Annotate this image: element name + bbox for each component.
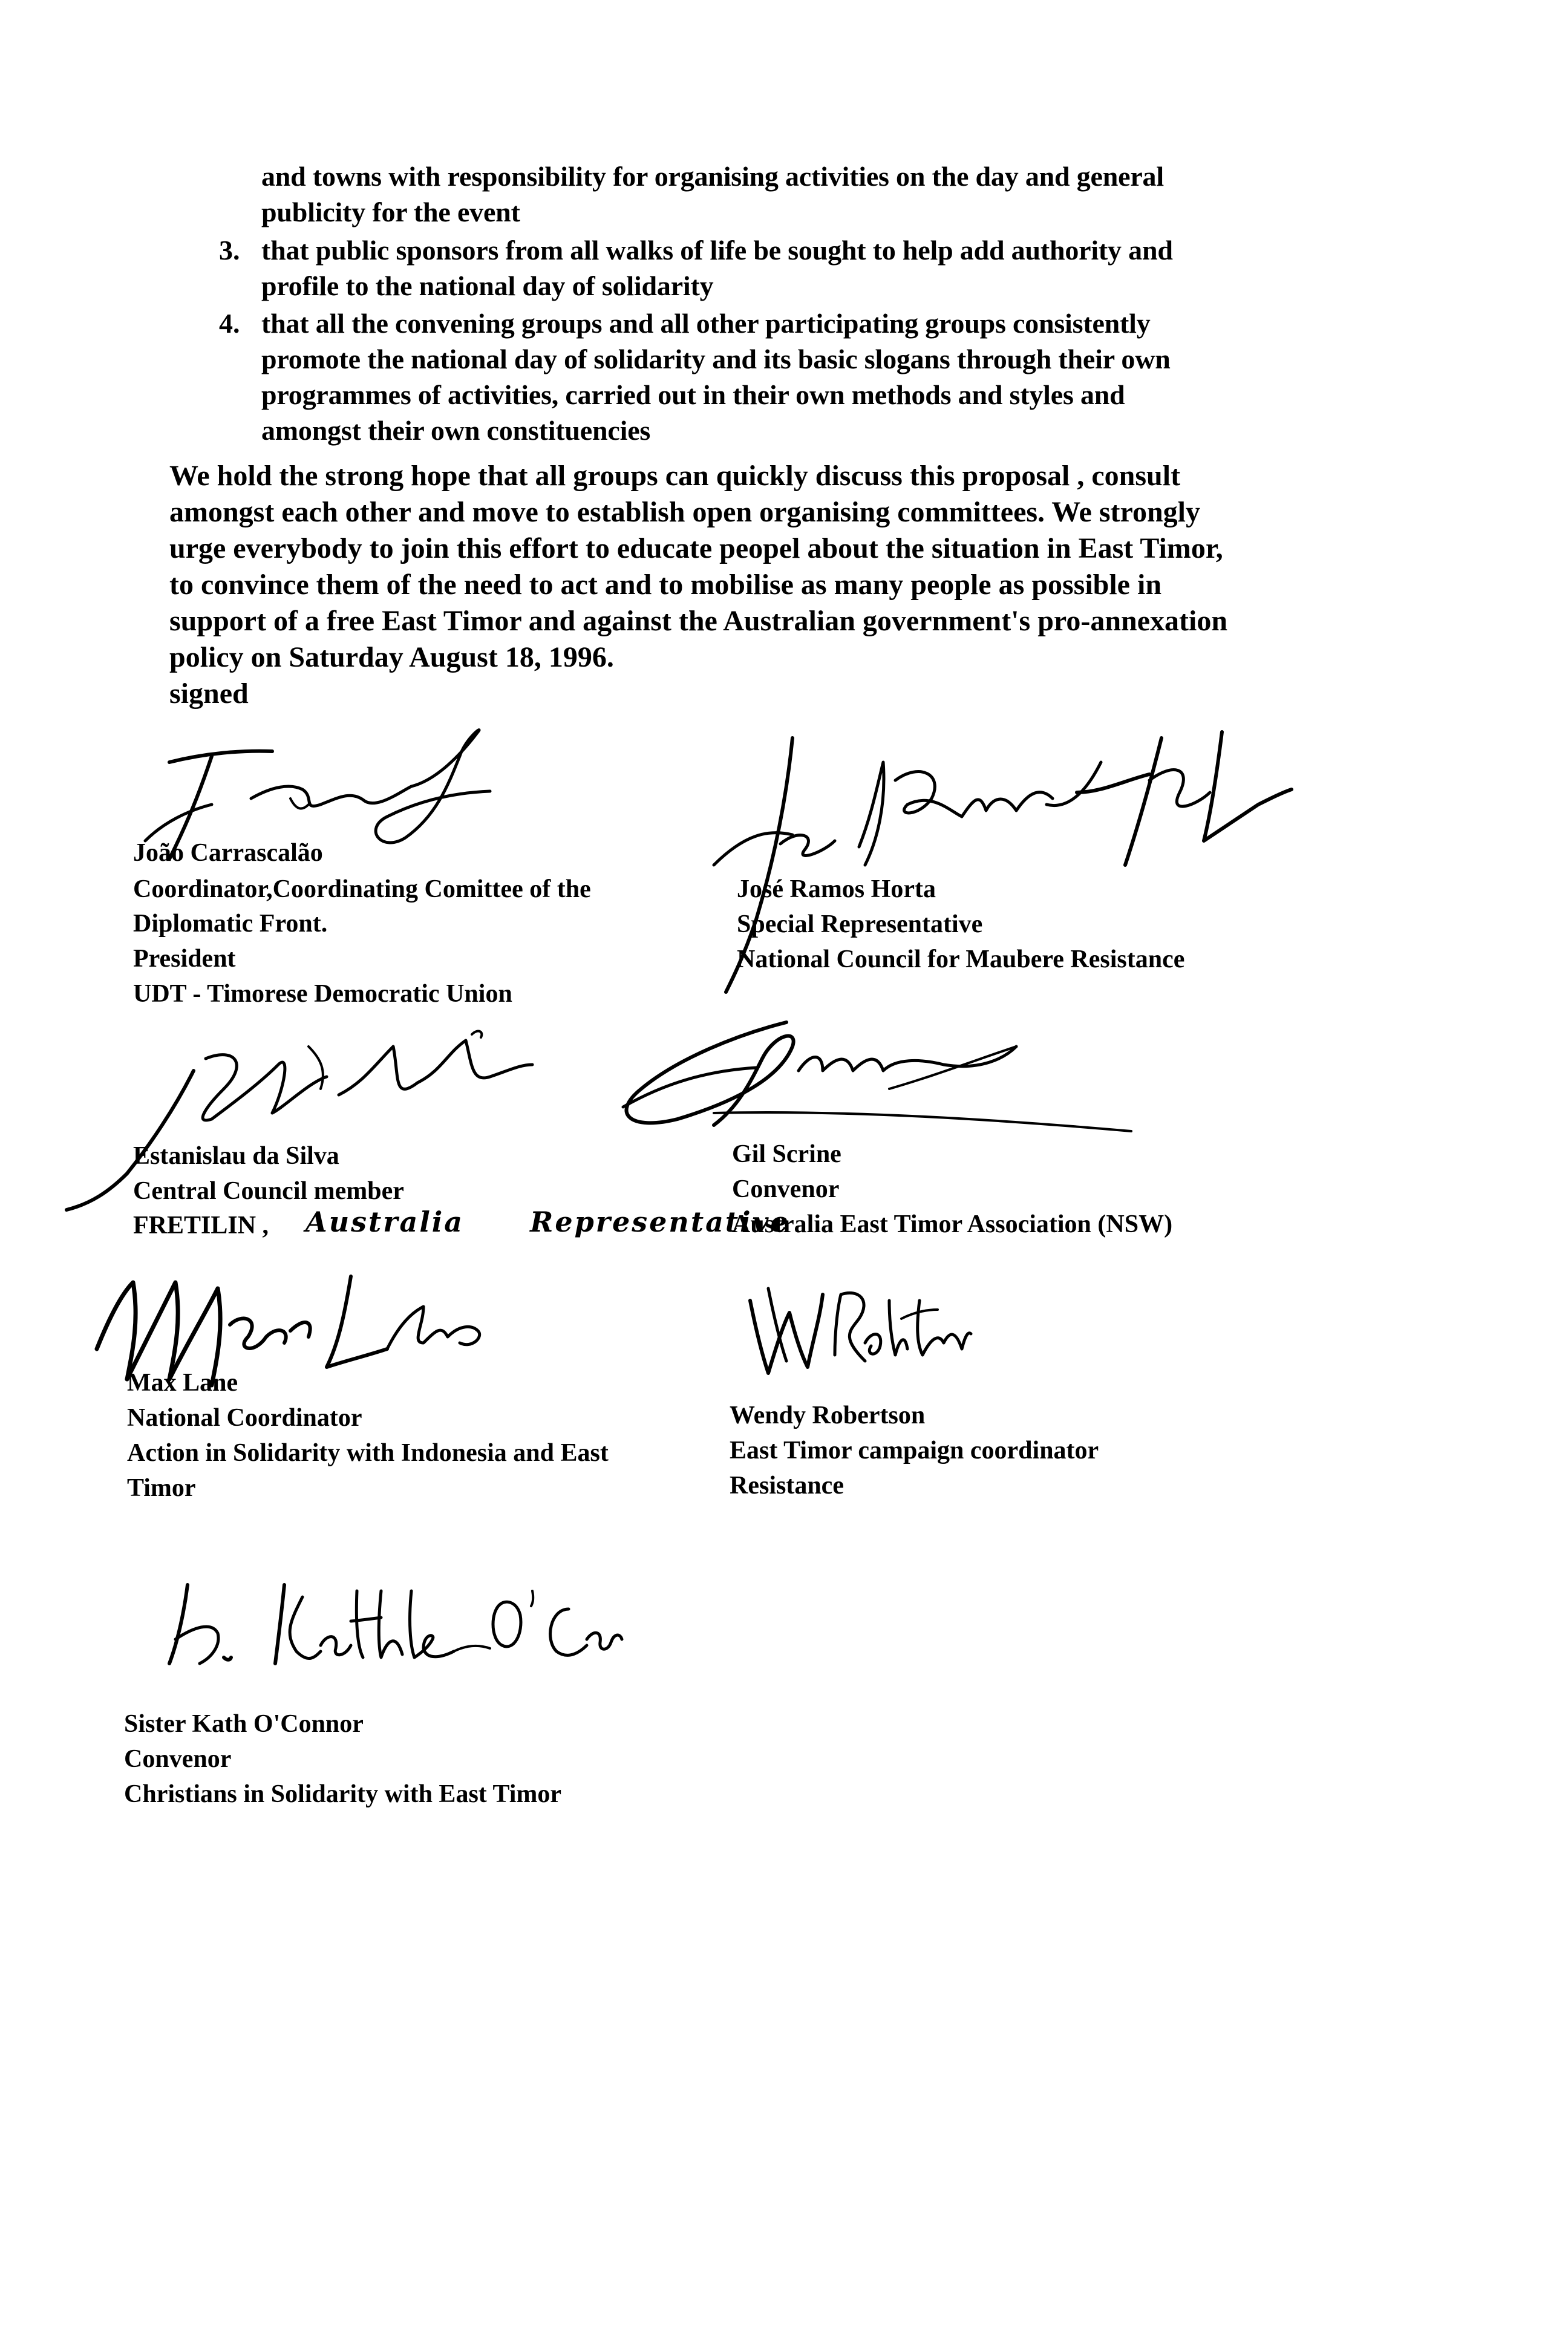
signatory-title: Coordinator,Coordinating Comittee of the (133, 875, 591, 903)
signatory-org: FRETILIN , (133, 1212, 269, 1239)
signatory-name: Max Lane (127, 1369, 238, 1397)
signatory-org: Timor (127, 1474, 196, 1502)
signatory-org: Resistance (730, 1472, 844, 1500)
signatory-name: José Ramos Horta (737, 875, 936, 903)
handwritten-annotation: Australia Representative (305, 1206, 790, 1238)
signatory-org: National Council for Maubere Resistance (737, 945, 1185, 973)
signature-scrine (605, 1010, 1137, 1149)
paragraph-line: We hold the strong hope that all groups can quickly discuss this proposal , consult (169, 460, 1181, 492)
list-item-line: profile to the national day of solidarity (261, 270, 714, 301)
list-item-line: that all the convening groups and all other participating groups consistently (261, 308, 1151, 339)
signatory-title: Convenor (124, 1745, 232, 1773)
signatory-title: Special Representative (737, 910, 983, 938)
signatory-title: Central Council member (133, 1177, 404, 1205)
signatory-org: Action in Solidarity with Indonesia and East (127, 1439, 609, 1467)
list-continuation-line-2: publicity for the event (261, 197, 520, 227)
signature-robertson (744, 1276, 974, 1385)
list-item-number: 3. (219, 235, 240, 266)
signatory-name: João Carrascalão (133, 839, 323, 867)
paragraph-line: amongst each other and move to establish open organising committees. We strongly (169, 496, 1200, 528)
list-item-number: 4. (219, 308, 240, 339)
list-item-line: that public sponsors from all walks of life be sought to help add authority and (261, 235, 1173, 266)
signature-oconnor (163, 1573, 623, 1670)
signatory-title: East Timor campaign coordinator (730, 1437, 1099, 1464)
signatory-title: Diplomatic Front. (133, 910, 328, 938)
signatory-name: Wendy Robertson (730, 1402, 926, 1429)
signed-label: signed (169, 677, 249, 710)
signatory-title: National Coordinator (127, 1404, 362, 1432)
signatory-name: Gil Scrine (732, 1140, 841, 1168)
paragraph-line: to convince them of the need to act and to mobilise as many people as possible in (169, 569, 1162, 601)
paragraph-line: policy on Saturday August 18, 1996. (169, 641, 614, 673)
signatory-title: Convenor (732, 1175, 840, 1203)
signatory-name: Sister Kath O'Connor (124, 1710, 364, 1738)
list-item-line: programmes of activities, carried out in their own methods and styles and (261, 379, 1125, 410)
paragraph-line: urge everybody to join this effort to educate peopel about the situation in East Timor, (169, 532, 1223, 564)
list-continuation-line-1: and towns with responsibility for organising activities on the day and general (261, 161, 1164, 192)
signatory-name: Estanislau da Silva (133, 1142, 339, 1170)
signatory-org: Christians in Solidarity with East Timor (124, 1780, 562, 1808)
paragraph-line: support of a free East Timor and against the Australian government's pro-annexation (169, 605, 1228, 637)
signatory-title: President (133, 945, 236, 973)
list-item-line: promote the national day of solidarity and its basic slogans through their own (261, 344, 1171, 374)
signatory-org: Australia East Timor Association (NSW) (732, 1210, 1173, 1238)
list-item-line: amongst their own constituencies (261, 415, 651, 446)
signatory-org: UDT - Timorese Democratic Union (133, 980, 512, 1008)
